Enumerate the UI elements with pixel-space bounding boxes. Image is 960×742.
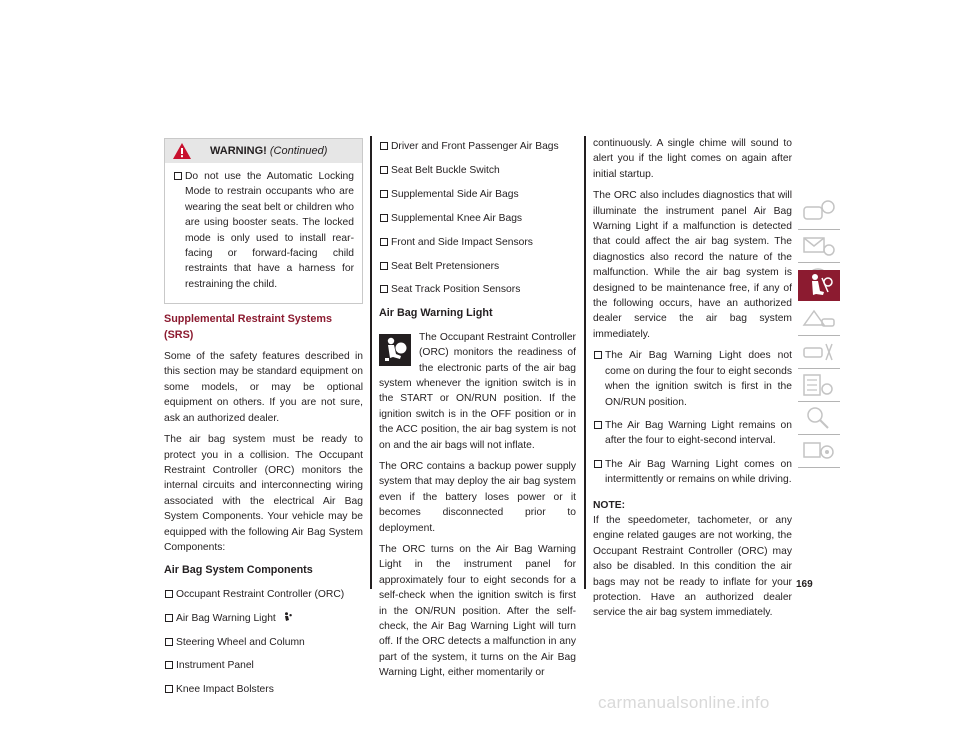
chapter-tab-getting-to-know[interactable] xyxy=(798,230,840,263)
paragraph: Some of the safety features described in this section may be standard equipment on some models, or may be optional equipment on others. If you are not sure, ask an authorized dealer. xyxy=(164,351,363,424)
list-item: Occupant Restraint Controller (ORC) xyxy=(164,587,363,602)
checklist-icon xyxy=(798,369,840,401)
list-item: Knee Impact Bolsters xyxy=(164,682,363,697)
chapter-tab-dashboard[interactable] xyxy=(798,197,840,230)
paragraph: The air bag system must be ready to protect you in a collision. The Occupant Restraint Controller (ORC) monitors the internal circuits and interconnecting wiring associated with the electrical Air Bag System Components. Your vehicle may be equipped with the following Air Bag System Components: xyxy=(164,434,363,553)
airbag-light-icon xyxy=(283,612,292,622)
watermark: carmanualsonline.info xyxy=(598,693,770,712)
list-item: Instrument Panel xyxy=(164,658,363,673)
warning-title: WARNING! (Continued) xyxy=(210,145,328,157)
components-list-continued xyxy=(379,139,576,298)
tools-car-icon xyxy=(798,336,840,368)
subheading-warning-light: Air Bag Warning Light xyxy=(379,307,493,320)
list-item: Supplemental Side Air Bags xyxy=(379,187,576,202)
column-3 xyxy=(593,136,792,627)
list-item: Driver and Front Passenger Air Bags xyxy=(379,139,576,154)
paragraph: The ORC also includes diagnostics that will illuminate the instrument panel Air Bag Warning Light if a malfunction is detected that could affect the air bag system. The diagnostics also record the nature of the malfunction. While the air bag system is designed to be maintenance free, if any of the following occurs, have an authorized dealer service the air bag system immediately. xyxy=(593,190,792,340)
list-item: Seat Belt Buckle Switch xyxy=(379,163,576,178)
chapter-tab-starting-operating[interactable] xyxy=(798,303,840,336)
road-car-icon xyxy=(798,303,840,335)
warning-item: Do not use the Automatic Locking Mode to restrain occupants who are wearing the seat belt or children who are using booster seats. The locked mode is only used to install rear-facing or forward-facing child restraints that have a harness for restraining the child. xyxy=(173,169,354,292)
airbag-warning-icon xyxy=(379,334,411,366)
paragraph: The Occupant Restraint Controller (ORC) monitors the readiness of the electronic parts of the air bag system whenever the ignition switch is in the START or ON/RUN position. If the ignition switch is in the OFF position or in the ACC position, the air bag system is not on and the air bags will not inflate. xyxy=(379,331,576,451)
mail-car-icon xyxy=(798,230,840,262)
list-item: The Air Bag Warning Light does not come on during the four to eight seconds when the ignition switch is first in the ON/RUN position. xyxy=(593,348,792,410)
note-label: NOTE: xyxy=(593,499,626,511)
list-item: The Air Bag Warning Light comes on intermittently or remains on while driving. xyxy=(593,457,792,488)
list-item: Steering Wheel and Column xyxy=(164,635,363,650)
note-text: If the speedometer, tachometer, or any engine related gauges are not working, the Occupant Restraint Controller (ORC) may also be disabled. In this condition the air bags may not be ready to inflate for your protection. Have an authorized dealer service the air bag system immediately. xyxy=(593,514,792,619)
list-item: Air Bag Warning Light xyxy=(164,611,363,626)
section-heading-srs: Supplemental Restraint Systems (SRS) xyxy=(164,313,333,341)
paragraph: The ORC turns on the Air Bag Warning Light in the instrument panel for approximately four to eight seconds for a self-check when the ignition switch is first in the ON/RUN position. After the self-check, the Air Bag Warning Light will turn off. If the ORC detects a malfunction in any part of the system, it turns on the Air Bag Warning Light, either momentarily or xyxy=(379,544,576,679)
list-item: The Air Bag Warning Light remains on after the four to eight-second interval. xyxy=(593,418,792,449)
column-divider-right xyxy=(584,136,586,589)
column-2 xyxy=(379,136,576,687)
page-number: 169 xyxy=(796,579,813,590)
list-item: Front and Side Impact Sensors xyxy=(379,235,576,250)
chapter-tab-multimedia[interactable] xyxy=(798,435,840,468)
subheading-components: Air Bag System Components xyxy=(164,564,313,577)
paragraph: continuously. A single chime will sound to alert you if the light comes on again after initial startup. xyxy=(593,138,792,180)
list-item: Supplemental Knee Air Bags xyxy=(379,211,576,226)
chapter-tab-in-case-of-emergency[interactable] xyxy=(798,336,840,369)
magnifier-icon xyxy=(798,402,840,434)
car-info-icon xyxy=(798,197,840,229)
list-item: Seat Track Position Sensors xyxy=(379,282,576,297)
seatbelt-person-icon xyxy=(798,270,840,300)
warning-triangle-icon xyxy=(173,143,191,159)
components-list xyxy=(164,587,363,698)
chapter-tab-index[interactable] xyxy=(798,402,840,435)
list-item: Seat Belt Pretensioners xyxy=(379,259,576,274)
paragraph: The ORC contains a backup power supply system that may deploy the air bag system even if the battery loses power or it becomes disconnected prior to deployment. xyxy=(379,461,576,534)
chapter-tab-servicing[interactable] xyxy=(798,369,840,402)
column-divider-left xyxy=(370,136,372,589)
warning-header xyxy=(165,139,362,163)
column-1 xyxy=(164,138,363,706)
chapter-tab-safety[interactable] xyxy=(798,270,840,301)
media-settings-icon xyxy=(798,435,840,467)
warning-box xyxy=(164,138,363,304)
